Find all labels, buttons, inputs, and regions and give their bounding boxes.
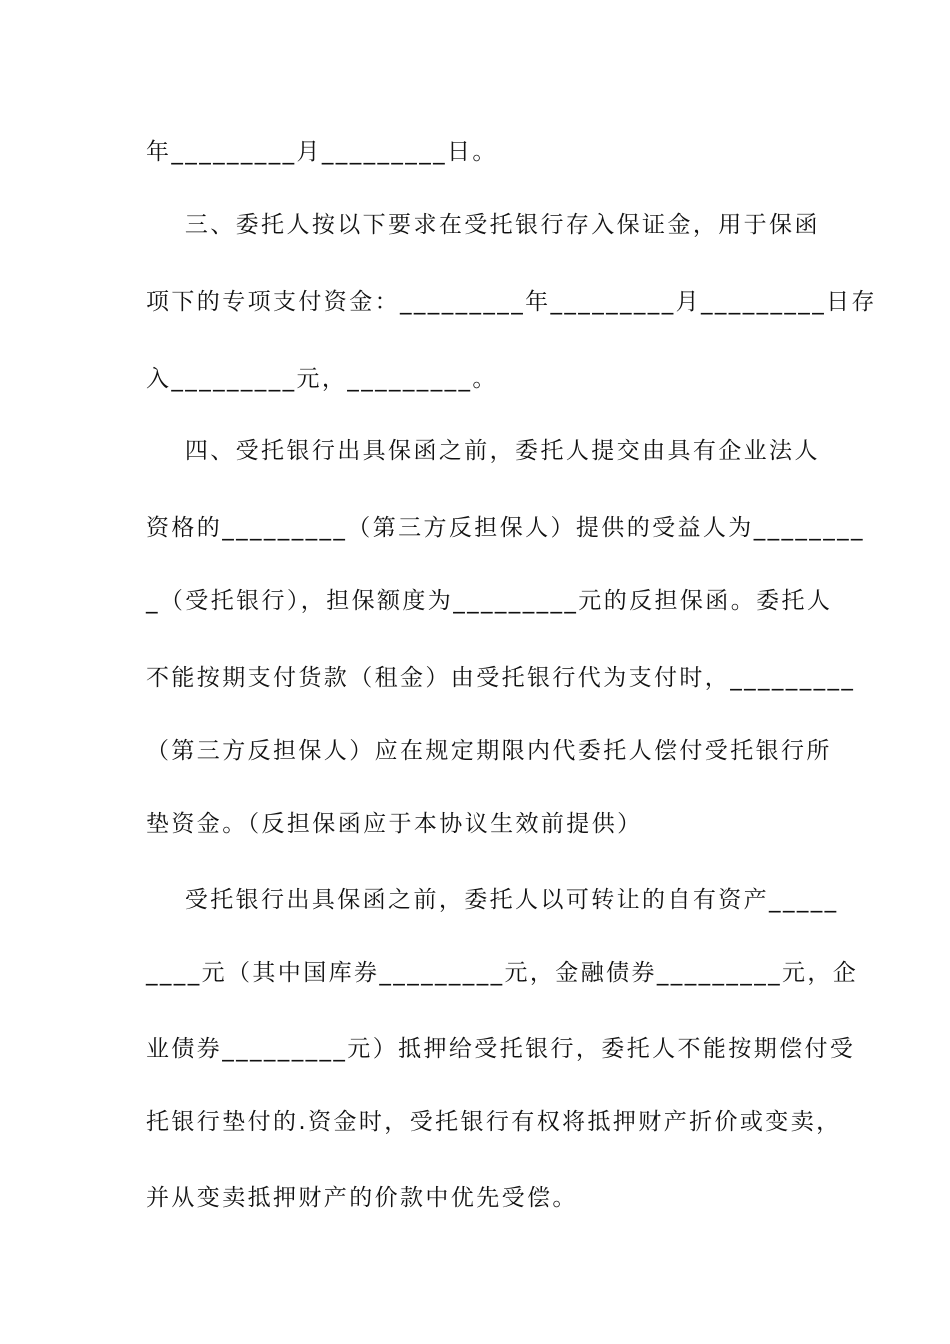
text-line: 垫资金。（反担保函应于本协议生效前提供） [146, 811, 643, 837]
text-line: 项下的专项支付资金：_________年_________月_________日存 [146, 289, 877, 315]
text-line: 受托银行出具保函之前，委托人以可转让的自有资产_____ [146, 887, 839, 913]
text-line: 业债券_________元）抵押给受托银行，委托人不能按期偿付受 [146, 1036, 856, 1062]
text-line: 资格的_________（第三方反担保人）提供的受益人为________ [146, 515, 865, 541]
text-line: 并从变卖抵押财产的价款中优先受偿。 [146, 1185, 578, 1211]
text-line: 不能按期支付货款（租金）由受托银行代为支付时，_________ [146, 665, 856, 691]
text-line: （第三方反担保人）应在规定期限内代委托人偿付受托银行所 [146, 738, 832, 764]
text-line: ____元（其中国库券_________元，金融债券_________元，企 [146, 960, 859, 986]
text-line: 三、委托人按以下要求在受托银行存入保证金，用于保函 [146, 212, 820, 238]
text-line: _（受托银行），担保额度为_________元的反担保函。委托人 [146, 588, 833, 614]
text-line: 年_________月_________日。 [146, 139, 498, 165]
text-line: 四、受托银行出具保函之前，委托人提交由具有企业法人 [146, 438, 820, 464]
text-line: 入_________元，_________。 [146, 366, 498, 392]
text-line: 托银行垫付的.资金时，受托银行有权将抵押财产折价或变卖， [146, 1109, 842, 1135]
